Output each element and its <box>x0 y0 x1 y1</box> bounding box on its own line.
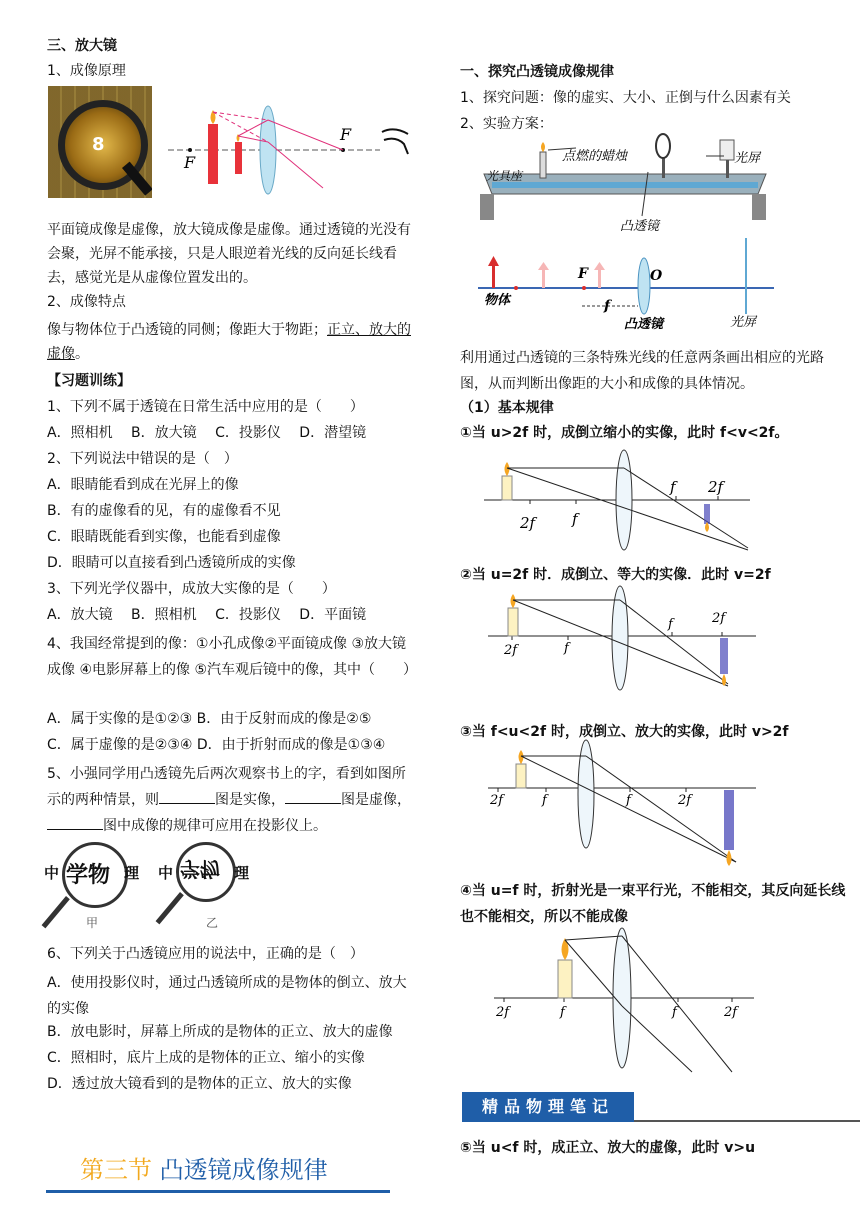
method-text: 利用通过凸透镜的三条特殊光线的任意两条画出相应的光路图，从而判断出像距的大小和成像的具体情况。 <box>460 350 824 392</box>
magnifier-ray-diagram <box>168 92 418 192</box>
notes-banner: 精品物理笔记 <box>462 1092 634 1122</box>
label-f-right: f <box>672 1005 677 1020</box>
label-2f-right: 2f <box>712 611 726 626</box>
label-f-right: f <box>670 478 676 496</box>
question-6: 6、下列关于凸透镜应用的说法中，正确的是（ ） <box>47 946 364 962</box>
bench-label-lens: 凸透镜 <box>620 219 660 234</box>
question-5: 5、小强同学用凸透镜先后两次观察书上的字，看到如图所示的两种情景，则 图是实像， 图是虚像，图中成像的规律可应用在投影仪上。 <box>47 766 411 834</box>
bench-label-candle: 点燃的蜡烛 <box>562 149 628 164</box>
magnifier-figure-yi: 中 学物 理 乙 <box>158 838 264 934</box>
footer-section: 第三节 <box>80 1156 152 1184</box>
banner-rule <box>634 1120 860 1122</box>
case-1: ①当 u>2f 时，成倒立缩小的实像，此时 f<v<2f。 <box>460 425 789 441</box>
basic-rule-title: （1）基本规律 <box>460 400 554 416</box>
footer-rule <box>46 1190 390 1193</box>
label-2f-left: 2f <box>520 514 536 532</box>
question-2-option-c: C．眼睛既能看到实像，也能看到虚像 <box>47 529 281 545</box>
optical-bench-diagram <box>476 134 776 234</box>
focus-label-right: F <box>340 125 352 144</box>
question-2-option-d: D．眼睛可以直接看到凸透镜所成的实像 <box>47 555 296 571</box>
question-6-option-a: A．使用投影仪时，通过凸透镜所成的是物体的倒立、放大的实像 <box>47 975 407 1017</box>
axis-label-object: 物体 <box>484 293 511 308</box>
eye-icon <box>382 129 408 154</box>
ray-diagram-case-4 <box>492 926 762 1074</box>
magnifier-figure-jia: 中 学物 理 甲 <box>44 838 150 934</box>
label-2f-left: 2f <box>496 1005 510 1020</box>
question-4-options-ab: A．属于实像的是①②③ B．由于反射而成的像是②⑤ <box>47 711 372 727</box>
label-2f-left: 2f <box>490 793 504 808</box>
label-f-right: f <box>626 793 631 808</box>
label-f-right: f <box>668 617 673 632</box>
question-6-option-b: B．放电影时，屏幕上所成的是物体的正立、放大的虚像 <box>47 1024 393 1040</box>
question-1: 1、下列不属于透镜在日常生活中应用的是（ ） <box>47 399 364 415</box>
exercise-title: 【习题训练】 <box>47 373 131 389</box>
label-f-left: f <box>564 641 569 656</box>
bench-label-seat: 光具座 <box>486 169 523 183</box>
section-heading-explore: 一、探究凸透镜成像规律 <box>460 64 614 80</box>
footer-chapter-title: 凸透镜成像规律 <box>159 1156 328 1184</box>
axis-label-screen: 光屏 <box>730 315 757 330</box>
question-2: 2、下列说法中错误的是（ ） <box>47 451 238 467</box>
section-heading-magnifier: 三、放大镜 <box>47 38 117 54</box>
label-2f-left: 2f <box>504 643 518 658</box>
axis-label-f: f <box>604 298 611 314</box>
magnifier-photo <box>48 86 152 198</box>
figure-label-yi: 乙 <box>206 916 219 930</box>
focus-label-left: F <box>184 153 196 172</box>
question-6-option-c: C．照相时，底片上成的是物体的正立、缩小的实像 <box>47 1050 365 1066</box>
axis-label-F: F <box>578 266 588 282</box>
question-6-option-d: D．透过放大镜看到的是物体的正立、放大的实像 <box>47 1076 352 1092</box>
ray-diagram-case-2 <box>486 588 766 698</box>
label-f-left: f <box>560 1005 565 1020</box>
label-f-left: f <box>572 510 578 528</box>
case-3: ③当 f<u<2f 时，成倒立、放大的实像，此时 v>2f <box>460 724 789 740</box>
figure-label-jia: 甲 <box>86 916 99 930</box>
bench-label-screen: 光屏 <box>734 151 761 166</box>
axis-label-lens: 凸透镜 <box>624 317 664 332</box>
case-5: ⑤当 u<f 时，成正立、放大的虚像，此时 v>u <box>460 1140 756 1156</box>
features-text: 像与物体位于凸透镜的同侧；像距大于物距；正立、放大的虚像。 <box>47 322 411 362</box>
explore-item-2: 2、实验方案： <box>460 116 553 132</box>
question-3: 3、下列光学仪器中，成放大实像的是（ ） <box>47 581 336 597</box>
principle-text: 平面镜成像是虚像，放大镜成像是虚像。通过透镜的光没有会聚，光屏不能承接，只是人眼逆着光线的反向延长线看去，感觉光是从虚像位置发出的。 <box>47 222 411 286</box>
question-2-option-a: A．眼睛能看到成在光屏上的像 <box>47 477 239 493</box>
label-2f-right: 2f <box>678 793 692 808</box>
label-2f-right: 2f <box>708 478 724 496</box>
label-2f-right: 2f <box>724 1005 738 1020</box>
ray-diagram-case-1 <box>480 448 760 556</box>
case-2: ②当 u=2f 时．成倒立、等大的实像．此时 v=2f <box>460 567 771 583</box>
subheading-features: 2、成像特点 <box>47 294 126 310</box>
question-4-options-cd: C．属于虚像的是②③④ D．由于折射而成的像是①③④ <box>47 737 386 753</box>
ray-diagram-case-3 <box>486 744 766 870</box>
case-4: ④当 u=f 时，折射光是一束平行光，不能相交，其反向延长线也不能相交，所以不能成像 <box>460 883 846 925</box>
object-candle <box>235 142 242 174</box>
explore-item-1: 1、探究问题：像的虚实、大小、正倒与什么因素有关 <box>460 90 791 106</box>
virtual-image-candle <box>208 124 218 184</box>
stamp-number: 8 <box>92 134 105 155</box>
question-3-options: A．放大镜 B．照相机 C．投影仪 D．平面镜 <box>47 607 367 623</box>
lens-axis-diagram <box>478 238 778 332</box>
features-underlined: 正立、放大的虚像 <box>47 322 411 362</box>
question-2-option-b: B．有的虚像看的见，有的虚像看不见 <box>47 503 281 519</box>
axis-label-O: O <box>650 268 663 284</box>
question-1-options: A．照相机 B．放大镜 C．投影仪 D．潜望镜 <box>47 425 367 441</box>
footer-title <box>80 1154 328 1186</box>
label-f-left: f <box>542 793 547 808</box>
question-4: 4、我国经常提到的像：①小孔成像②平面镜成像 ③放大镜成像 ④电影屏幕上的像 ⑤汽车观后镜中的像，其中（ ） <box>47 636 418 678</box>
subheading-principle: 1、成像原理 <box>47 63 126 79</box>
